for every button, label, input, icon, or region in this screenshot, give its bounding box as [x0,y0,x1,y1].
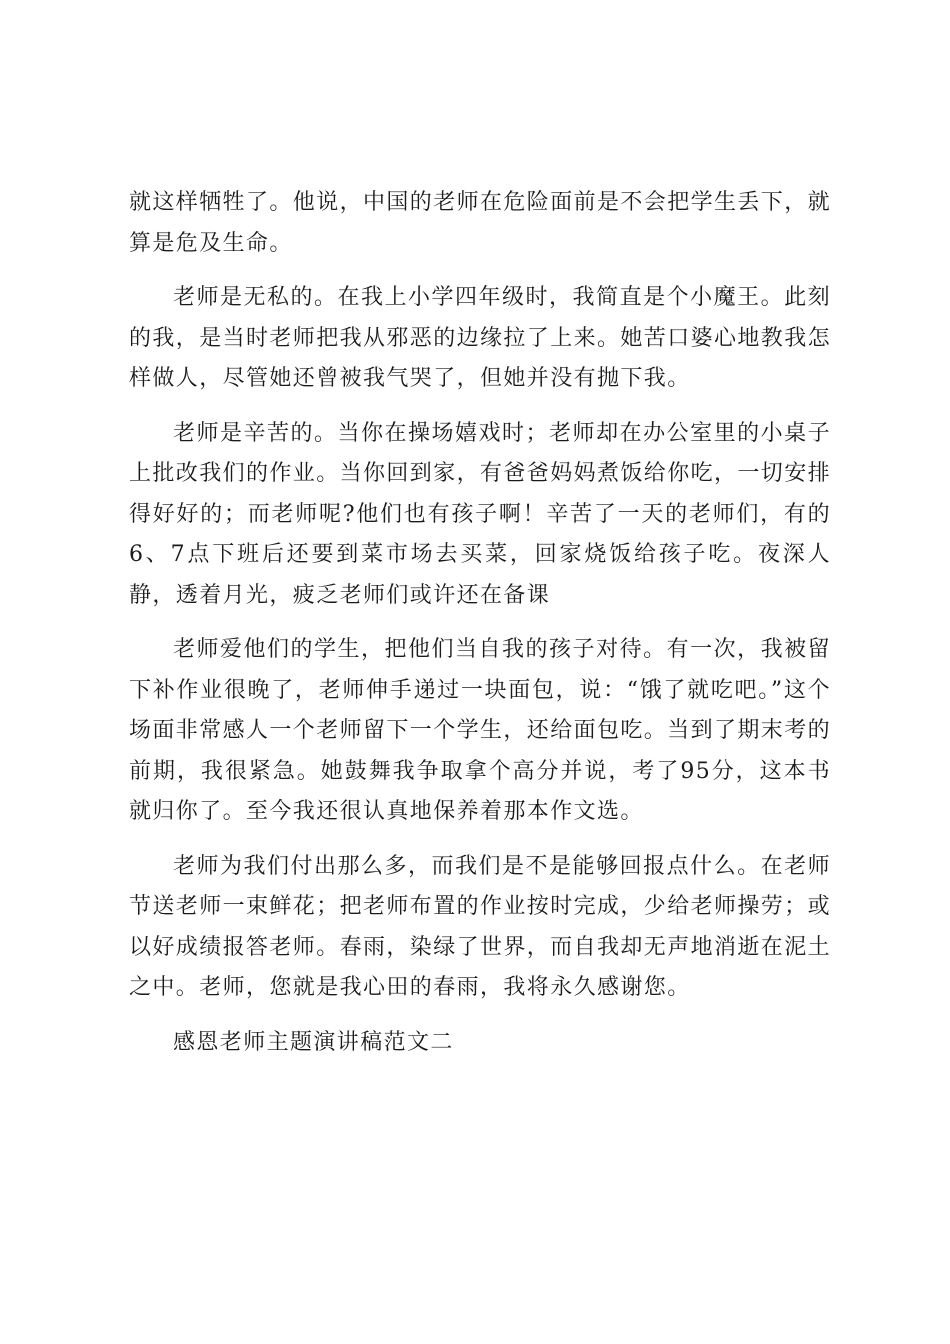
paragraph-2: 老师是无私的。在我上小学四年级时，我简直是个小魔王。此刻的我，是当时老师把我从邪恶的边缘拉了上来。她苦口婆心地教我怎样做人，尽管她还曾被我气哭了，但她并没有抛下我。 [129,285,832,391]
paragraph-1: 就这样牺牲了。他说，中国的老师在危险面前是不会把学生丢下，就算是危及生命。 [129,190,832,256]
paragraph-5: 老师为我们付出那么多，而我们是不是能够回报点什么。在老师节送老师一束鲜花；把老师布置的作业按时完成，少给老师操劳；或以好成绩报答老师。春雨，染绿了世界，而自我却无声地消逝在泥土之中。老师，您就是我心田的春雨，我将永久感谢您。 [129,853,832,1000]
document-body [129,183,831,1063]
paragraph-4: 老师爱他们的学生，把他们当自我的孩子对待。有一次，我被留下补作业很晚了，老师伸手递过一块面包，说：“饿了就吃吧。”这个场面非常感人一个老师留下一个学生，还给面包吃。当到了期末考的前期，我很紧急。她鼓舞我争取拿个高分并说，考了95分，这本书就归你了。至今我还很认真地保养着那本作文选。 [129,637,832,824]
paragraph-3: 老师是辛苦的。当你在操场嬉戏时；老师却在办公室里的小桌子上批改我们的作业。当你回到家，有爸爸妈妈煮饭给你吃，一切安排得好好的；而老师呢?他们也有孩子啊！辛苦了一天的老师们，有的6、7点下班后还要到菜市场去买菜，回家烧饭给孩子吃。夜深人静，透着月光，疲乏老师们或许还在备课 [129,420,832,608]
section-heading: 感恩老师主题演讲稿范文二 [173,1029,454,1055]
